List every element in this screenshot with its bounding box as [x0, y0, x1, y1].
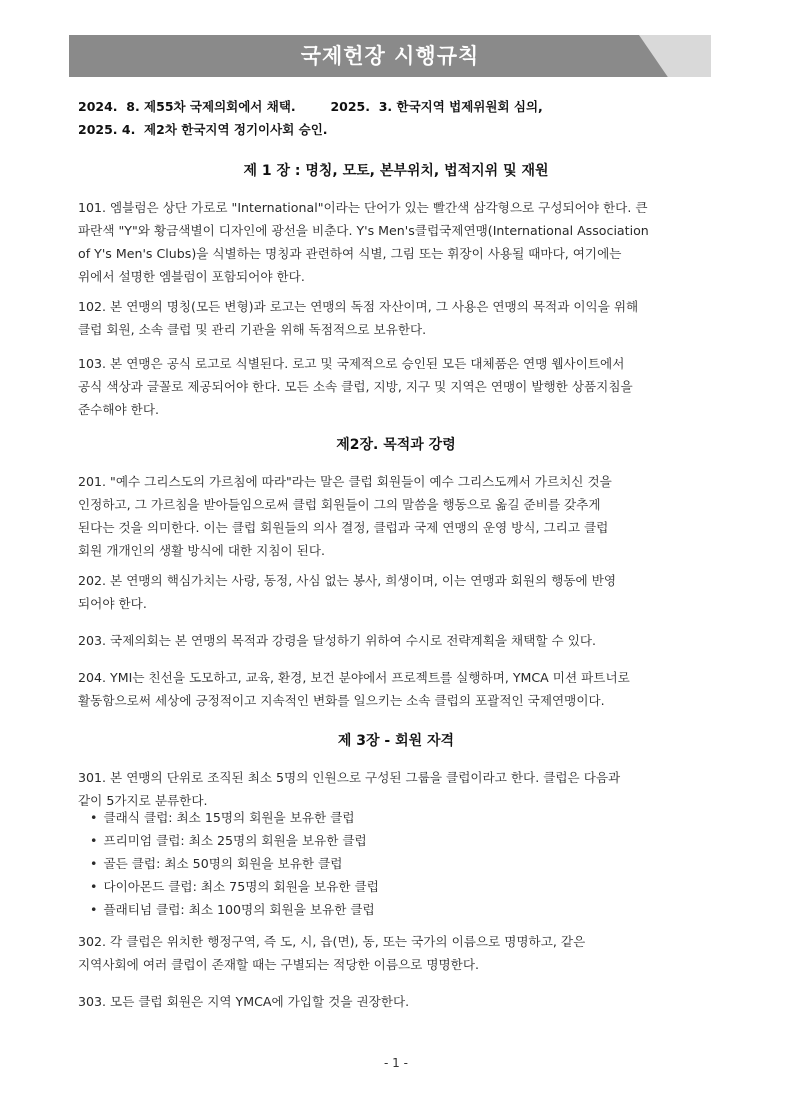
text-line: 활동함으로써 세상에 긍정적이고 지속적인 변화를 일으키는 소속 클럽의 포괄적인 국제연맹이다.: [78, 693, 605, 708]
text-line: 인정하고, 그 가르침을 받아들임으로써 클럽 회원들이 그의 말씀을 행동으로 옮길 준비를 갖추게: [78, 497, 601, 512]
adoption-line-1: 2024. 8. 제55차 국제의회에서 채택. 2025. 3. 한국지역 법제위원회 심의,: [78, 99, 543, 114]
club-type-list: [90, 806, 379, 921]
text-line: 파란색 "Y"와 황금색별이 디자인에 광선을 비춘다. Y's Men's클럽국제연맹(International Association: [78, 223, 649, 238]
article-302: [78, 930, 708, 976]
chapter-1-title: 제 1 장 : 명칭, 모토, 본부위치, 법적지위 및 재원: [243, 163, 549, 179]
text-line: 203. 국제의회는 본 연맹의 목적과 강령을 달성하기 위하여 수시로 전략계획을 채택할 수 있다.: [78, 633, 597, 648]
text-line: 공식 색상과 글꼴로 제공되어야 한다. 모든 소속 클럽, 지방, 지구 및 지역은 연맹이 발행한 상품지침을: [78, 379, 633, 394]
text-line: 302. 각 클럽은 위치한 행정구역, 즉 도, 시, 읍(면), 동, 또는 국가의 이름으로 명명하고, 같은: [78, 934, 586, 949]
text-line: 클럽 회원, 소속 클럽 및 관리 기관을 위해 독점적으로 보유한다.: [78, 322, 427, 337]
article-201: [78, 470, 708, 562]
article-102: [78, 295, 708, 341]
text-line: of Y's Men's Clubs)을 식별하는 명칭과 관련하여 식별, 그림 또는 휘장이 사용될 때마다, 여기에는: [78, 246, 622, 261]
club-type-item: • 클래식 클럽: 최소 15명의 회원을 보유한 클럽: [90, 806, 379, 829]
text-line: 지역사회에 여러 클럽이 존재할 때는 구별되는 적당한 이름으로 명명한다.: [78, 957, 479, 972]
page-number: - 1 -: [384, 1056, 408, 1070]
article-101: [78, 196, 708, 288]
text-line: 회원 개개인의 생활 방식에 대한 지침이 된다.: [78, 543, 326, 558]
text-line: 303. 모든 클럽 회원은 지역 YMCA에 가입할 것을 권장한다.: [78, 994, 410, 1009]
adoption-line-2: 2025. 4. 제2차 한국지역 정기이사회 승인.: [78, 122, 328, 137]
article-202: [78, 569, 708, 615]
text-line: 위에서 설명한 엠블럼이 포함되어야 한다.: [78, 269, 305, 284]
text-line: 102. 본 연맹의 명칭(모든 변형)과 로고는 연맹의 독점 자산이며, 그 사용은 연맹의 목적과 이익을 위해: [78, 299, 639, 314]
text-line: 301. 본 연맹의 단위로 조직된 최소 5명의 인원으로 구성된 그룹을 클럽이라고 한다. 클럽은 다음과: [78, 770, 621, 785]
article-204: [78, 666, 708, 712]
page-title: 국제헌장 시행규칙: [300, 44, 480, 68]
text-line: 되어야 한다.: [78, 596, 147, 611]
article-303: [78, 990, 708, 1013]
chapter-2-title: 제2장. 목적과 강령: [336, 437, 456, 453]
club-type-item: • 프리미엄 클럽: 최소 25명의 회원을 보유한 클럽: [90, 829, 379, 852]
text-line: 된다는 것을 의미한다. 이는 클럽 회원들의 의사 결정, 클럽과 국제 연맹의 운영 방식, 그리고 클럽: [78, 520, 609, 535]
text-line: 204. YMI는 친선을 도모하고, 교육, 환경, 보건 분야에서 프로젝트를 실행하며, YMCA 미션 파트너로: [78, 670, 630, 685]
club-type-item: • 다이아몬드 클럽: 최소 75명의 회원을 보유한 클럽: [90, 875, 379, 898]
club-type-item: • 골든 클럽: 최소 50명의 회원을 보유한 클럽: [90, 852, 379, 875]
text-line: 202. 본 연맹의 핵심가치는 사랑, 동정, 사심 없는 봉사, 희생이며, 이는 연맹과 회원의 행동에 반영: [78, 573, 617, 588]
club-type-item: • 플래티넘 클럽: 최소 100명의 회원을 보유한 클럽: [90, 898, 379, 921]
text-line: 201. "예수 그리스도의 가르침에 따라"라는 말은 클럽 회원들이 예수 그리스도께서 가르치신 것을: [78, 474, 612, 489]
article-103: [78, 352, 708, 421]
text-line: 같이 5가지로 분류한다.: [78, 793, 208, 808]
text-line: 101. 엠블럼은 상단 가로로 "International"이라는 단어가 있는 빨간색 삼각형으로 구성되어야 한다. 큰: [78, 200, 648, 215]
text-line: 103. 본 연맹은 공식 로고로 식별된다. 로고 및 국제적으로 승인된 모든 대체품은 연맹 웹사이트에서: [78, 356, 625, 371]
title-banner: [69, 35, 711, 77]
chapter-3-title: 제 3장 - 회원 자격: [337, 733, 455, 749]
article-203: [78, 629, 708, 652]
text-line: 준수해야 한다.: [78, 402, 159, 417]
